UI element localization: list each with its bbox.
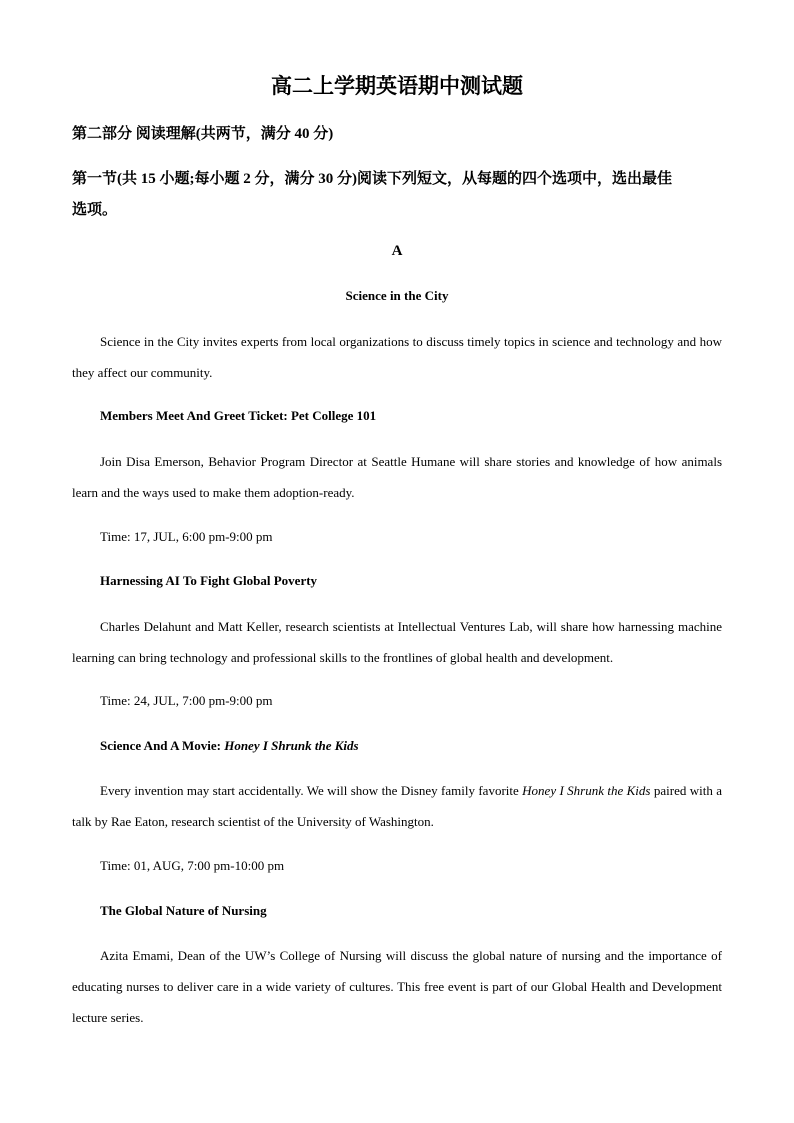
- event-4-heading: The Global Nature of Nursing: [100, 903, 267, 918]
- event-3-heading-prefix: Science And A Movie:: [100, 738, 225, 753]
- event-3-heading: [100, 738, 359, 754]
- event-3-text-movie: Honey I Shrunk the Kids: [522, 783, 651, 798]
- event-1-text: Join Disa Emerson, Behavior Program Director at Seattle Humane will share stories and knowledge of how animals learn and the ways used to make them adoption-ready.: [72, 454, 722, 500]
- section-heading-line1: 第一节(共 15 小题;每小题 2 分，满分 30 分)阅读下列短文，从每题的四个选项中，选出最佳: [72, 171, 672, 187]
- event-2-time: Time: 24, JUL, 7:00 pm-9:00 pm: [100, 693, 273, 708]
- event-1-time: Time: 17, JUL, 6:00 pm-9:00 pm: [100, 529, 273, 544]
- event-2-text: Charles Delahunt and Matt Keller, research scientists at Intellectual Ventures Lab, will share how harnessing machine learning can bring technology and professional skills to the frontlines of global health and development.: [72, 619, 722, 665]
- part-heading: 第二部分 阅读理解(共两节，满分 40 分): [72, 126, 334, 142]
- intro-text: Science in the City invites experts from local organizations to discuss timely topics in science and technology and how they affect our community.: [72, 334, 722, 380]
- event-3-text-before: Every invention may start accidentally. We will show the Disney family favorite: [100, 783, 523, 798]
- event-3-time: Time: 01, AUG, 7:00 pm-10:00 pm: [100, 858, 285, 873]
- event-1-body: [72, 446, 722, 508]
- section-heading-line2: 选项。: [72, 202, 118, 218]
- event-4-body: [72, 940, 722, 1033]
- passage-title: Science in the City: [345, 288, 449, 303]
- event-3-text-after: paired with a talk by Rae Eaton, research scientist of the University of Washington.: [72, 783, 722, 829]
- event-1-heading: Members Meet And Greet Ticket: Pet College 101: [100, 408, 377, 423]
- event-2-heading: Harnessing AI To Fight Global Poverty: [100, 573, 318, 588]
- intro-paragraph: [72, 326, 722, 388]
- passage-letter: A: [391, 243, 403, 259]
- event-3-body: [72, 775, 722, 837]
- event-3-heading-movie: Honey I Shrunk the Kids: [224, 738, 359, 753]
- event-4-text: Azita Emami, Dean of the UW’s College of Nursing will discuss the global nature of nursing and the importance of educating nurses to deliver care in a wide variety of cultures. This free event is part of our Global Health and Development lecture series.: [72, 948, 722, 1025]
- page-title: 高二上学期英语期中测试题: [271, 74, 523, 98]
- event-2-body: [72, 611, 722, 673]
